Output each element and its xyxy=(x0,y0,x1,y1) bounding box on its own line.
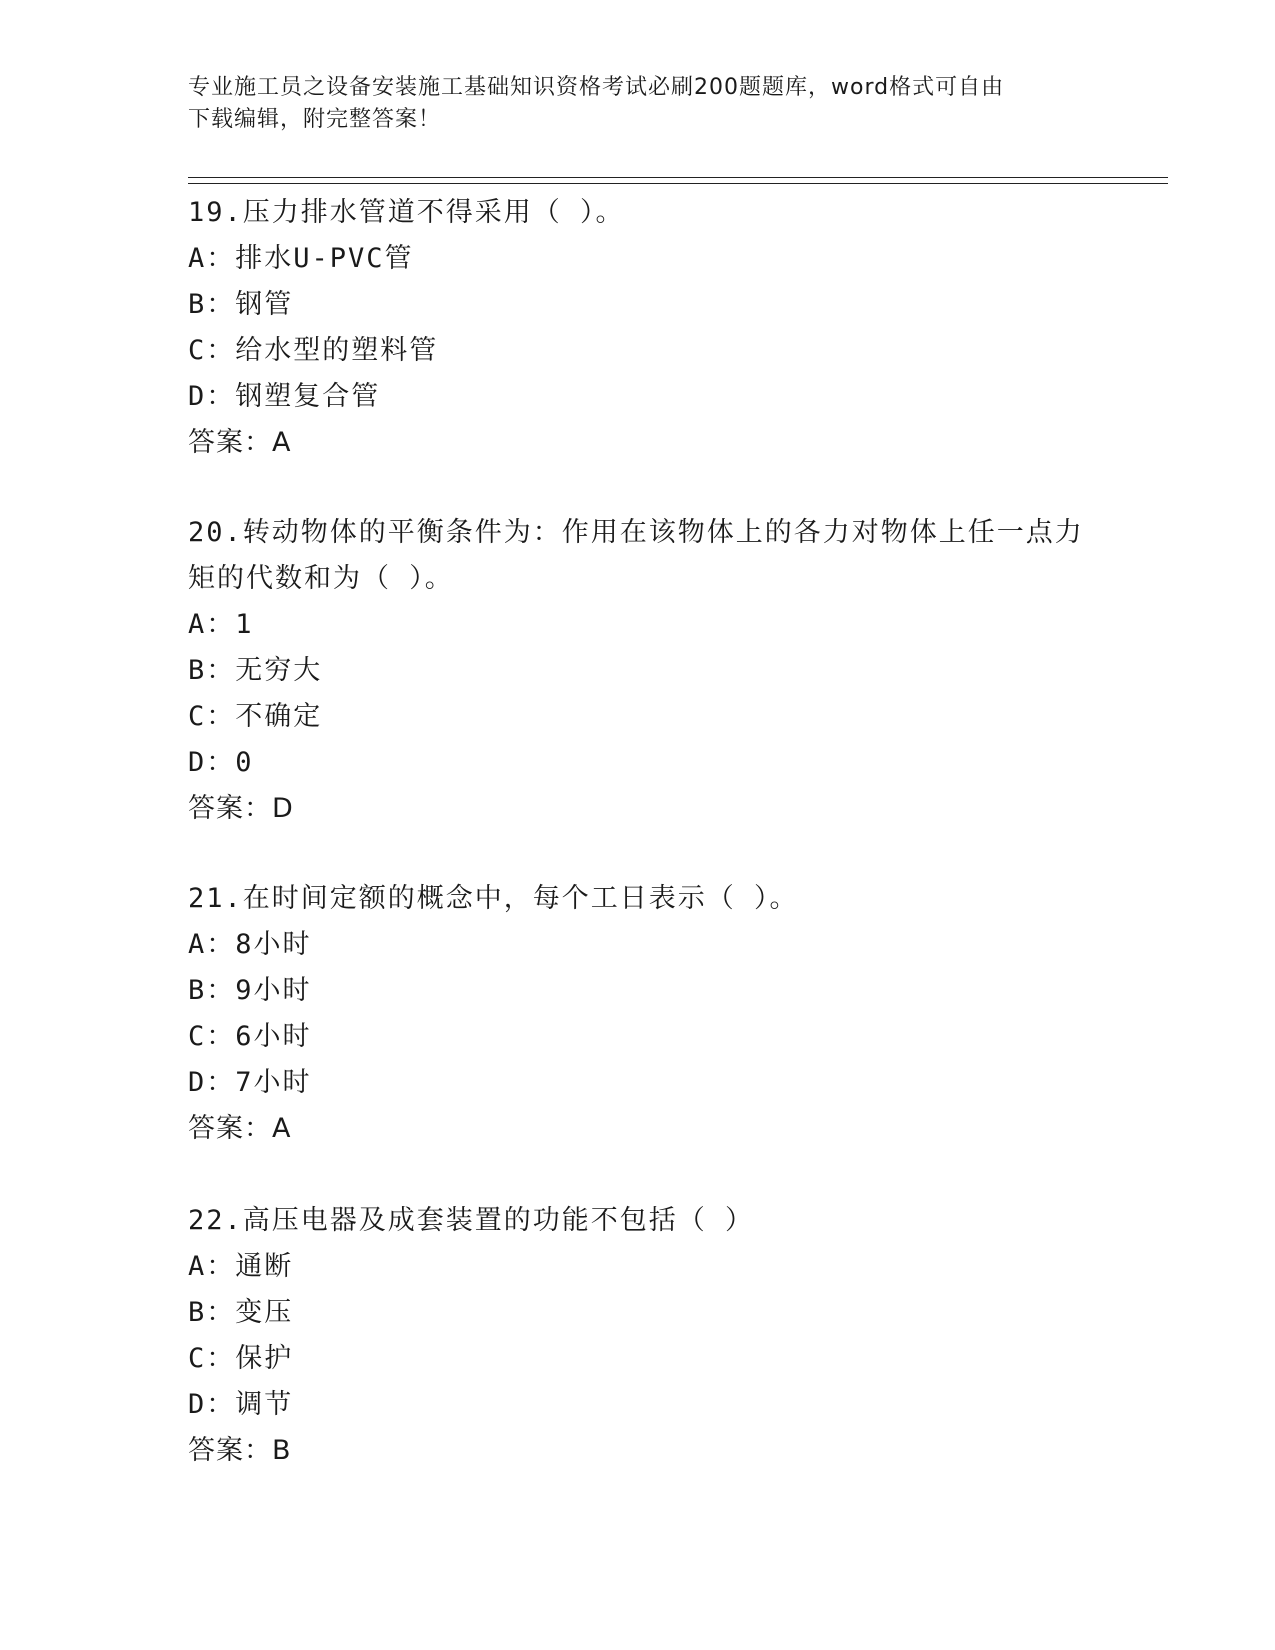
option-b: B：无穷大 xyxy=(188,655,323,686)
option-d: D：调节 xyxy=(188,1389,294,1420)
option-c: C：不确定 xyxy=(188,701,323,732)
answer: 答案：A xyxy=(188,1113,292,1144)
option-b: B：9小时 xyxy=(188,975,312,1006)
question-22 xyxy=(188,1198,1088,1474)
header-divider-bottom xyxy=(188,183,1168,184)
option-b: B：变压 xyxy=(188,1297,294,1328)
question-20 xyxy=(188,510,1088,832)
option-d: D：0 xyxy=(188,747,254,778)
option-a: A：排水U-PVC管 xyxy=(188,243,414,274)
question-21 xyxy=(188,876,1088,1152)
header-line-1: 专业施工员之设备安装施工基础知识资格考试必刷200题题库，word格式可自由 xyxy=(188,75,1005,100)
question-stem-line-1: 20.转动物体的平衡条件为：作用在该物体上的各力对物体上任一点力 xyxy=(188,517,1084,548)
answer: 答案：A xyxy=(188,427,292,458)
option-b: B：钢管 xyxy=(188,289,294,320)
answer: 答案：D xyxy=(188,793,294,824)
option-d: D：7小时 xyxy=(188,1067,312,1098)
option-a: A：8小时 xyxy=(188,929,312,960)
question-19 xyxy=(188,190,1088,466)
option-a: A：通断 xyxy=(188,1251,294,1282)
option-c: C：给水型的塑料管 xyxy=(188,335,439,366)
option-c: C：6小时 xyxy=(188,1021,312,1052)
answer: 答案：B xyxy=(188,1435,292,1466)
question-stem-line-2: 矩的代数和为（ ）。 xyxy=(188,563,454,594)
question-stem: 21.在时间定额的概念中，每个工日表示（ ）。 xyxy=(188,883,799,914)
document-header xyxy=(188,72,1088,136)
header-line-2: 下载编辑，附完整答案！ xyxy=(188,107,442,132)
option-a: A：1 xyxy=(188,609,254,640)
question-stem: 19.压力排水管道不得采用（ ）。 xyxy=(188,197,625,228)
question-stem: 22.高压电器及成套装置的功能不包括（ ） xyxy=(188,1205,755,1236)
option-c: C：保护 xyxy=(188,1343,294,1374)
header-divider-top xyxy=(188,177,1168,178)
option-d: D：钢塑复合管 xyxy=(188,381,381,412)
